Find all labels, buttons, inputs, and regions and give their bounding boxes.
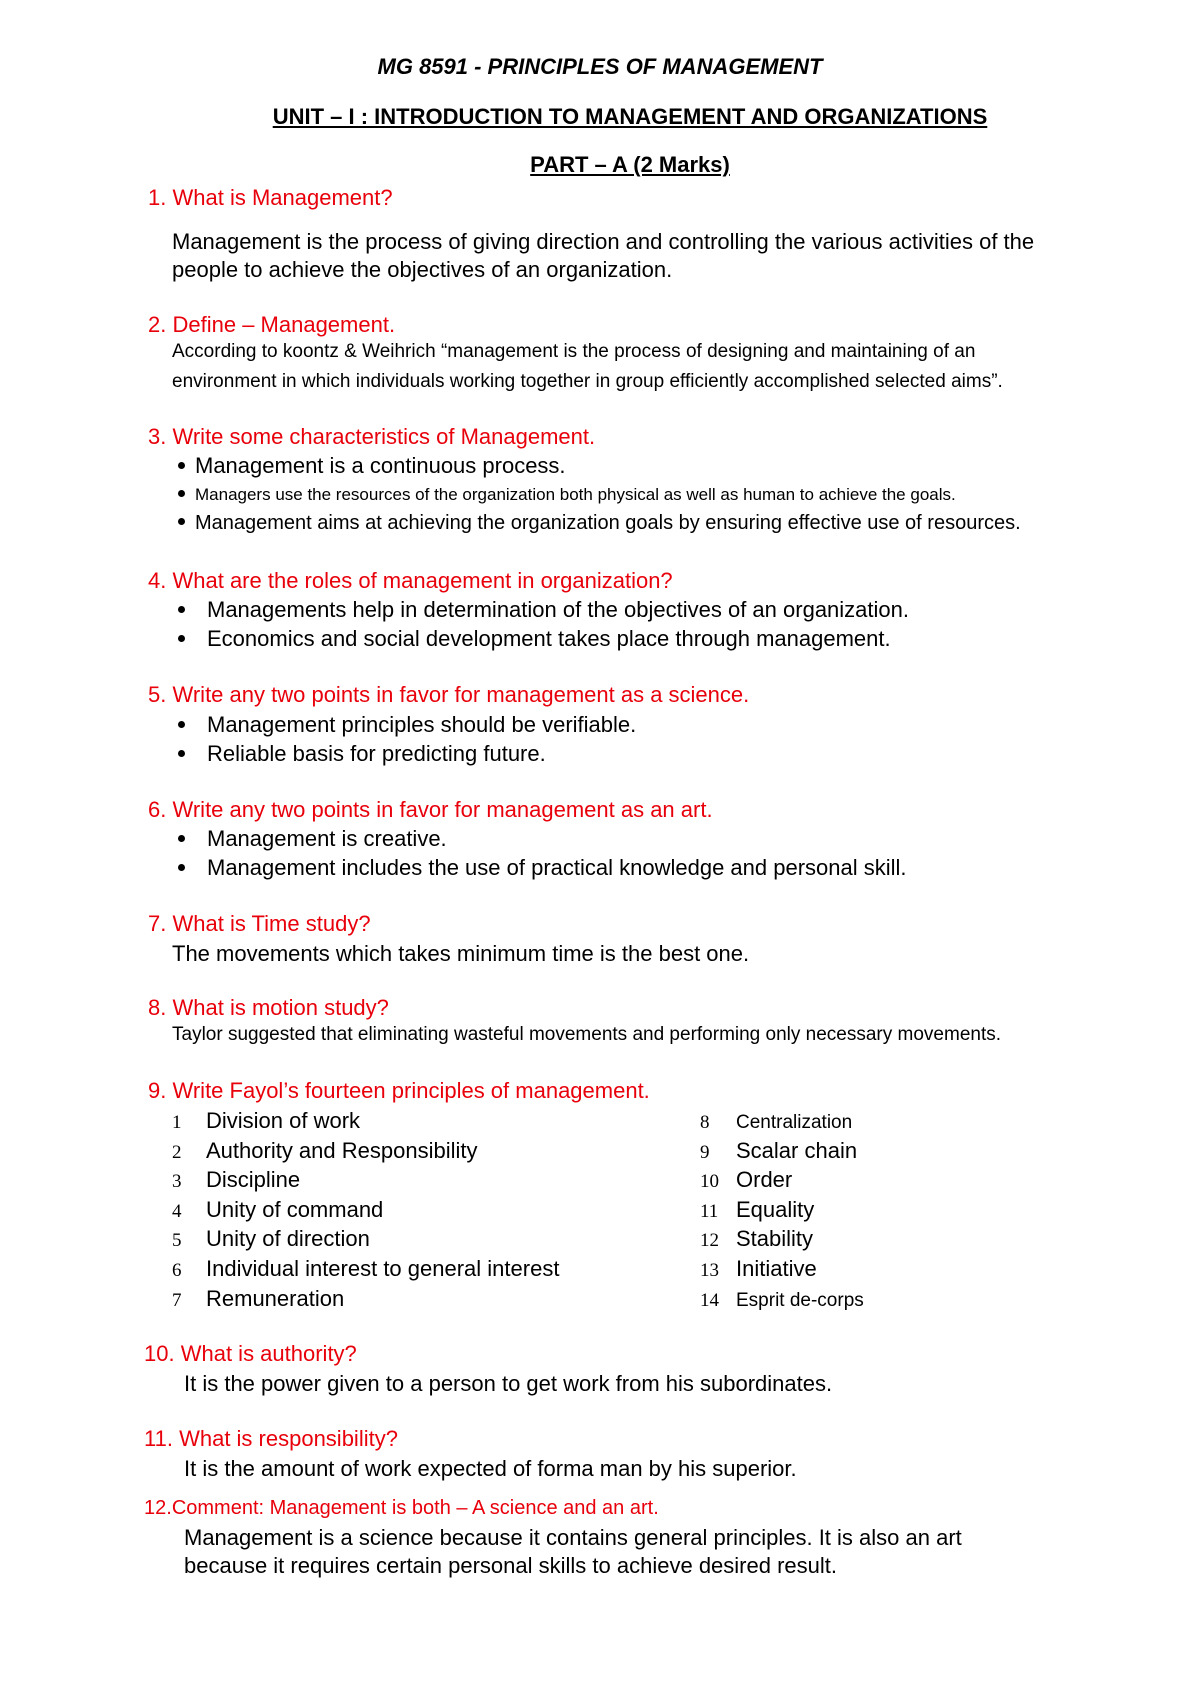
principle-item: 2 Authority and Responsibility	[172, 1138, 478, 1163]
part-heading: PART – A (2 Marks)	[530, 152, 730, 177]
question-9	[148, 1078, 650, 1104]
question-text: Write Fayol’s fourteen principles of management.	[172, 1078, 650, 1103]
bullet-icon	[178, 490, 185, 497]
answer-12-line-2: because it requires certain personal skills to achieve desired result.	[184, 1553, 837, 1578]
principle-item: 9 Scalar chain	[700, 1138, 858, 1163]
answer-12-line-1: Management is a science because it contains general principles. It is also an art	[184, 1525, 962, 1550]
bullet-icon	[178, 635, 185, 642]
question-number: 7.	[148, 911, 167, 936]
question-6	[148, 797, 713, 823]
bullet-item: Managers use the resources of the organization both physical as well as human to achieve the goals.	[178, 485, 956, 505]
answer-8: Taylor suggested that eliminating wasteful movements and performing only necessary movements.	[172, 1024, 1002, 1045]
answer-2-line-1: According to koontz & Weihrich “management is the process of designing and maintaining of an	[172, 341, 976, 362]
question-text: What are the roles of management in organization?	[172, 568, 673, 593]
bullet-item: Reliable basis for predicting future.	[178, 741, 546, 767]
question-text: What is Time study?	[172, 911, 371, 936]
question-number: 11.	[144, 1426, 173, 1451]
question-number: 10.	[144, 1341, 175, 1366]
bullet-icon	[178, 721, 185, 728]
question-12	[144, 1497, 659, 1520]
question-text: What is Management?	[172, 185, 393, 210]
question-10	[144, 1341, 357, 1367]
question-text: What is authority?	[180, 1341, 357, 1366]
bullet-icon	[178, 606, 185, 613]
question-5	[148, 682, 749, 708]
bullet-item: Management is creative.	[178, 826, 447, 852]
question-7	[148, 911, 371, 937]
answer-1-line-2: people to achieve the objectives of an organization.	[172, 257, 673, 282]
question-text: Comment: Management is both – A science and an art.	[171, 1497, 659, 1519]
principle-item: 1 Division of work	[172, 1108, 361, 1133]
question-text: What is responsibility?	[179, 1426, 398, 1451]
question-number: 9.	[148, 1078, 167, 1103]
bullet-icon	[178, 835, 185, 842]
principle-item: 5 Unity of direction	[172, 1226, 370, 1251]
principle-item: 6 Individual interest to general interest	[172, 1256, 560, 1281]
bullet-item: Management aims at achieving the organization goals by ensuring effective use of resources.	[178, 512, 1021, 535]
question-text: Write any two points in favor for management as a science.	[172, 682, 750, 707]
question-text: Write any two points in favor for management as an art.	[172, 797, 713, 822]
bullet-icon	[178, 750, 185, 757]
principle-item: 13 Initiative	[700, 1256, 817, 1281]
principle-item: 11 Equality	[700, 1197, 815, 1222]
question-number: 5.	[148, 682, 167, 707]
question-number: 8.	[148, 995, 167, 1020]
question-number: 2.	[148, 312, 167, 337]
bullet-item: Economics and social development takes place through management.	[178, 626, 891, 652]
bullet-item: Management principles should be verifiable.	[178, 712, 636, 738]
question-text: Define – Management.	[172, 312, 396, 337]
question-3	[148, 424, 595, 450]
question-number: 12.	[144, 1497, 172, 1519]
principle-item: 3 Discipline	[172, 1167, 301, 1192]
question-text: What is motion study?	[172, 995, 389, 1020]
principle-item: 8 Centralization	[700, 1112, 853, 1133]
question-1	[148, 185, 393, 211]
bullet-item: Managements help in determination of the objectives of an organization.	[178, 597, 909, 623]
bullet-item: Management includes the use of practical knowledge and personal skill.	[178, 855, 907, 881]
principle-item: 12 Stability	[700, 1226, 814, 1251]
bullet-icon	[178, 518, 185, 525]
question-8	[148, 995, 389, 1021]
question-2	[148, 312, 395, 338]
answer-10: It is the power given to a person to get work from his subordinates.	[184, 1371, 833, 1396]
unit-heading: UNIT – I : INTRODUCTION TO MANAGEMENT AND ORGANIZATIONS	[272, 104, 988, 129]
question-11	[144, 1426, 398, 1452]
principle-item: 10 Order	[700, 1167, 793, 1192]
question-4	[148, 568, 673, 594]
answer-11: It is the amount of work expected of forma man by his superior.	[184, 1456, 797, 1481]
bullet-icon	[178, 864, 185, 871]
document-title: MG 8591 - PRINCIPLES OF MANAGEMENT	[377, 54, 823, 79]
question-number: 4.	[148, 568, 167, 593]
bullet-icon	[178, 462, 185, 469]
answer-7: The movements which takes minimum time is the best one.	[172, 941, 750, 966]
question-text: Write some characteristics of Management.	[172, 424, 596, 449]
principle-item: 14 Esprit de-corps	[700, 1290, 864, 1311]
answer-2-line-2: environment in which individuals working together in group efficiently accomplished selected aims”.	[172, 371, 1003, 392]
question-number: 6.	[148, 797, 167, 822]
question-number: 1.	[148, 185, 167, 210]
answer-1-line-1: Management is the process of giving direction and controlling the various activities of the	[172, 229, 1035, 254]
principle-item: 4 Unity of command	[172, 1197, 384, 1222]
question-number: 3.	[148, 424, 167, 449]
bullet-item: Management is a continuous process.	[178, 453, 566, 479]
principle-item: 7 Remuneration	[172, 1286, 345, 1311]
